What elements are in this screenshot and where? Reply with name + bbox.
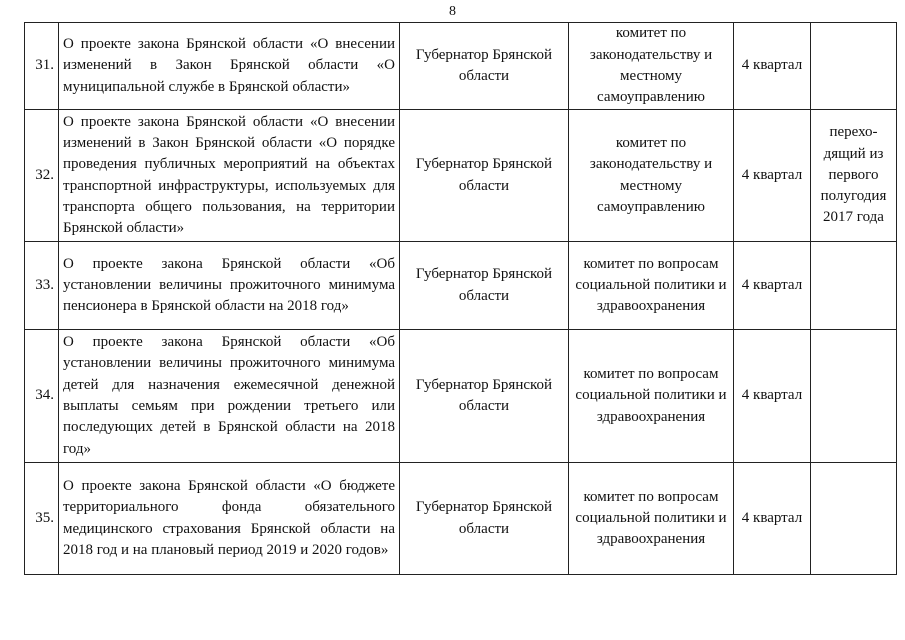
initiator: Губернатор Брянской области	[400, 23, 569, 110]
initiator: Губернатор Брянской области	[400, 463, 569, 575]
page-number: 8	[449, 4, 456, 19]
responsible-committee: комитет по законодательству и местному самоуправлению	[569, 110, 734, 242]
term: 4 квартал	[734, 463, 811, 575]
bill-title: О проекте закона Брянской области «Об установлении величины прожиточного минимума детей для назначения ежемесячной денежной выплаты семьям при рождении третьего или последующих детей в Брянской области на 2018 год»	[59, 330, 400, 463]
bill-title: О проекте закона Брянской области «О бюджете территориального фонда обязательного медицинского страхования Брянской области на 2018 год и на плановый период 2019 и 2020 годов»	[59, 463, 400, 575]
term: 4 квартал	[734, 242, 811, 330]
table-row	[25, 110, 897, 242]
initiator: Губернатор Брянской области	[400, 110, 569, 242]
row-number: 31.	[25, 23, 59, 110]
bill-title: О проекте закона Брянской области «О внесении изменений в Закон Брянской области «О муниципальной службе в Брянской области»	[59, 23, 400, 110]
responsible-committee: комитет по вопросам социальной политики и здравоохранения	[569, 330, 734, 463]
table-row	[25, 463, 897, 575]
table-row	[25, 242, 897, 330]
table-row	[25, 330, 897, 463]
term: 4 квартал	[734, 330, 811, 463]
row-number: 33.	[25, 242, 59, 330]
responsible-committee: комитет по законодательству и местному самоуправлению	[569, 23, 734, 110]
row-number: 34.	[25, 330, 59, 463]
initiator: Губернатор Брянской области	[400, 242, 569, 330]
note	[811, 242, 897, 330]
legislative-plan-table	[24, 22, 897, 575]
note	[811, 330, 897, 463]
row-number: 32.	[25, 110, 59, 242]
responsible-committee: комитет по вопросам социальной политики и здравоохранения	[569, 242, 734, 330]
bill-title: О проекте закона Брянской области «Об установлении величины прожиточного минимума пенсионера в Брянской области на 2018 год»	[59, 242, 400, 330]
table-row	[25, 23, 897, 110]
row-number: 35.	[25, 463, 59, 575]
bill-title: О проекте закона Брянской области «О внесении изменений в Закон Брянской области «О порядке проведения публичных мероприятий на объектах транспортной инфраструктуры, используемых для транспорта общего пользования, на территории Брянской области»	[59, 110, 400, 242]
note	[811, 23, 897, 110]
note: перехо-дящий из первого полугодия 2017 года	[811, 110, 897, 242]
note	[811, 463, 897, 575]
term: 4 квартал	[734, 110, 811, 242]
term: 4 квартал	[734, 23, 811, 110]
initiator: Губернатор Брянской области	[400, 330, 569, 463]
responsible-committee: комитет по вопросам социальной политики и здравоохранения	[569, 463, 734, 575]
